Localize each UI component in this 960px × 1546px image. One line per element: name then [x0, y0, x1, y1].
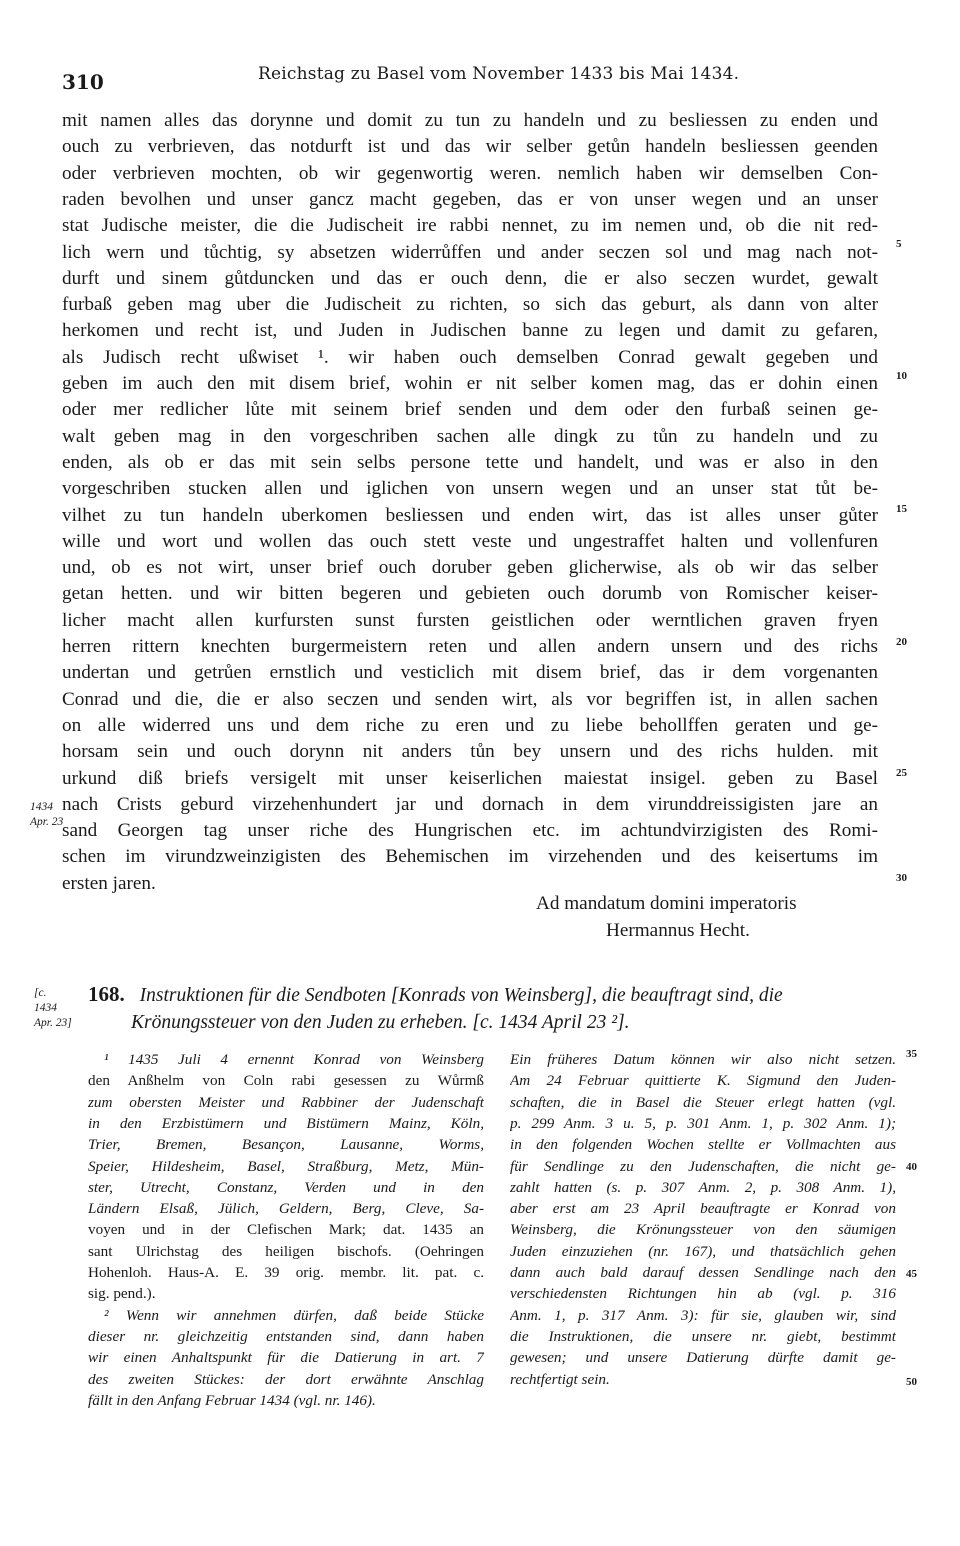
body-line: horsam sein und ouch dorynn nit anders tůn bey unsern und des richs hulden. mit: [62, 741, 878, 763]
body-line: undertan und getrůen ernstlich und vesticlich mit disem brief, das ir dem vorgenanten: [62, 662, 878, 684]
document-heading-line-1: [88, 982, 858, 1007]
body-line: schen im virundzweinzigisten des Behemischen im virzehenden und des keisertums im: [62, 846, 878, 868]
footnote-line: Speier, Hildesheim, Basel, Straßburg, Metz, Mün-: [88, 1157, 484, 1175]
document-heading-text-1: Instruktionen für die Sendboten [Konrads von Weinsberg], die beauftragt sind, die: [139, 985, 783, 1006]
body-line: herren rittern knechten burgermeistern reten und allen andern unsern und des richs: [62, 636, 878, 657]
body-line: nach Crists geburd virzehenhundert jar und dornach in dem virunddreissigisten jare an: [62, 793, 878, 815]
signature-line-2: Hermannus Hecht.: [606, 920, 750, 941]
body-line: wille und wort und wollen das ouch stett veste und ungestraffet halten und vollenfuren: [62, 530, 878, 552]
document-heading-line-2: Krönungssteuer von den Juden zu erheben. [c. 1434 April 23 ²].: [131, 1012, 630, 1033]
document-margin-date-year: 1434: [34, 1002, 57, 1014]
body-line: herkomen und recht ist, und Juden in Judischen banne zu legen und damit zu gefaren,: [62, 320, 878, 342]
footnote-line: Hohenloh. Haus-A. E. 39 orig. membr. lit. pat. c.: [88, 1264, 484, 1281]
line-number: 20: [896, 636, 907, 648]
body-line: walt geben mag in den vorgeschriben sachen alle dingk zu tůn zu handeln und zu: [62, 425, 878, 447]
footnote-line: wir einen Anhaltspunkt für die Datierung in art. 7: [88, 1349, 484, 1367]
line-number: 30: [896, 872, 907, 884]
body-line: vilhet zu tun handeln uberkomen besliessen und enden wirt, das ist alles unser gůter: [62, 504, 878, 526]
footnote-line: die Instruktionen, die unsere nr. giebt, bestimmt: [510, 1327, 896, 1345]
body-line: durft und sinem gůtduncken und das er ouch denn, die er also seczen wurdet, gewalt: [62, 267, 878, 289]
margin-date-year: 1434: [30, 801, 53, 813]
document-margin-date: [34, 986, 72, 1031]
body-line: vorgeschriben stucken allen und iglichen von unsern wegen und an unser stat tůt be-: [62, 478, 878, 500]
footnote-line: Ein früheres Datum können wir also nicht setzen.: [510, 1051, 896, 1068]
body-line: mit namen alles das dorynne und domit zu tun zu handeln und zu besliessen zu enden und: [62, 110, 878, 131]
footnote-line: Ländern Elsaß, Jülich, Geldern, Berg, Cleve, Sa-: [88, 1200, 484, 1218]
page-number: 310: [62, 70, 104, 94]
body-line: lich wern und tůchtig, sy absetzen widerrůffen und ander seczen sol und mag nach not-: [62, 241, 878, 263]
body-line: ouch zu verbrieven, das notdurft ist und das wir selber getůn handeln besliessen geenden: [62, 136, 878, 158]
footnote-line: Weinsberg, die Krönungssteuer von den säumigen: [510, 1221, 896, 1239]
document-margin-date-prefix: [c.: [34, 987, 47, 999]
footnote-line: dieser nr. gleichzeitig entstanden sind, dann haben: [88, 1327, 484, 1345]
footnote-line: p. 299 Anm. 3 u. 5, p. 301 Anm. 1, p. 302 Anm. 1);: [510, 1114, 896, 1132]
footnote-line: Am 24 Februar quittierte K. Sigmund den Juden-: [510, 1072, 896, 1090]
body-line: enden, als ob er das mit sein selbs persone tette und handelt, und was er also in den: [62, 451, 878, 473]
footnote-line: in den Erzbistümern und Bistümern Mainz, Köln,: [88, 1114, 484, 1132]
body-line: Conrad und die, die er also seczen und senden wirt, als vor begriffen ist, in allen sachen: [62, 688, 878, 710]
footnote-line: rechtfertigt sein.: [510, 1370, 610, 1388]
footnote-line: aber erst am 23 April beauftragte er Konrad von: [510, 1200, 896, 1218]
footnote-line: zahlt hatten (s. p. 307 Anm. 2, p. 308 Anm. 1),: [510, 1178, 896, 1196]
body-line: urkund diß briefs versigelt mit unser keiserlichen maiestat insigel. geben zu Basel: [62, 767, 878, 789]
footnote-line: des zweiten Stückes: der dort erwähnte Anschlag: [88, 1370, 484, 1388]
line-number: 45: [906, 1268, 917, 1280]
body-line: stat Judische meister, die die Judischeit ire rabbi nennet, zu im nemen und, ob die nit red-: [62, 215, 878, 237]
body-line: oder mer redlicher lůte mit seinem brief senden und dem oder den furbaß seinen ge-: [62, 399, 878, 421]
footnote-line: Anm. 1, p. 317 Anm. 3): für sie, glauben wir, sind: [510, 1306, 896, 1324]
signature-line-1: Ad mandatum domini imperatoris: [536, 893, 797, 914]
footnote-line: voyen und in der Clefischen Mark; dat. 1435 an: [88, 1221, 484, 1239]
footnote-line: dann auch bald darauf dessen Sendlinge nach den: [510, 1264, 896, 1281]
line-number: 5: [896, 238, 902, 250]
footnote-line: ² Wenn wir annehmen dürfen, daß beide Stücke: [104, 1306, 484, 1324]
margin-date-day: Apr. 23: [30, 816, 64, 828]
footnote-line: fällt in den Anfang Februar 1434 (vgl. nr. 146).: [88, 1391, 376, 1409]
margin-date: [30, 800, 63, 830]
body-line: ersten jaren.: [62, 872, 156, 894]
body-line: und, ob es not wirt, unser brief ouch doruber geben glicherwise, als ob wir das selber: [62, 557, 878, 579]
footnote-line: für Sendlinge zu den Judenschaften, die nicht ge-: [510, 1157, 896, 1175]
body-line: als Judisch recht ußwiset ¹. wir haben ouch demselben Conrad gewalt gegeben und: [62, 346, 878, 368]
body-line: sand Georgen tag unser riche des Hungrischen etc. im achtundvirzigisten des Romi-: [62, 820, 878, 842]
document-margin-date-day: Apr. 23]: [34, 1017, 72, 1029]
body-line: raden bevolhen und unser gancz macht gegeben, das er von unser wegen und an unser: [62, 188, 878, 210]
running-head: Reichstag zu Basel vom November 1433 bis Mai 1434.: [258, 64, 740, 84]
footnote-line: sig. pend.).: [88, 1285, 156, 1303]
document-number: 168.: [88, 982, 125, 1006]
footnote-line: verschiedensten Richtungen hin ab (vgl. p. 316: [510, 1285, 896, 1303]
body-line: getan hetten. und wir bitten begeren und gebieten ouch dorumb von Romischer keiser-: [62, 583, 878, 605]
line-number: 25: [896, 767, 907, 779]
line-number: 10: [896, 370, 907, 382]
body-line: geben im auch den mit disem brief, wohin er nit selber komen mag, das er dohin einen: [62, 373, 878, 394]
footnote-line: ¹ 1435 Juli 4 ernennt Konrad von Weinsberg: [104, 1051, 484, 1068]
footnote-line: Juden einzuziehen (nr. 167), und thatsächlich gehen: [510, 1242, 896, 1260]
body-line: on alle widerred uns und dem riche zu eren und zu liebe behollffen geraten und ge-: [62, 714, 878, 736]
body-line: furbaß geben mag uber die Judischeit zu richten, so sich das geburt, als dann von alter: [62, 294, 878, 316]
footnote-line: Trier, Bremen, Besançon, Lausanne, Worms,: [88, 1136, 484, 1154]
footnote-line: den Anßhelm von Coln rabi gesessen zu Wůrmß: [88, 1072, 484, 1090]
footnote-line: ster, Utrecht, Constanz, Verden und in den: [88, 1178, 484, 1196]
line-number: 15: [896, 503, 907, 515]
line-number: 50: [906, 1376, 917, 1388]
footnote-line: sant Ulrichstag des heiligen bischofs. (Oehringen: [88, 1242, 484, 1260]
footnote-line: in den folgenden Wochen stellte er Vollmachten aus: [510, 1136, 896, 1154]
footnote-line: zum obersten Meister und Rabbiner der Judenschaft: [88, 1093, 484, 1111]
footnote-line: gewesen; und unsere Datierung dürfte damit ge-: [510, 1349, 896, 1367]
line-number: 40: [906, 1161, 917, 1173]
footnote-line: schaften, die in Basel die Steuer erlegt hatten (vgl.: [510, 1093, 896, 1111]
body-line: licher macht allen kurfursten sunst fursten geistlichen oder werntlichen graven fryen: [62, 609, 878, 631]
body-line: oder verbrieven mochten, ob wir gegenwortig weren. nemlich haben wir demselben Con-: [62, 162, 878, 184]
line-number: 35: [906, 1048, 917, 1060]
